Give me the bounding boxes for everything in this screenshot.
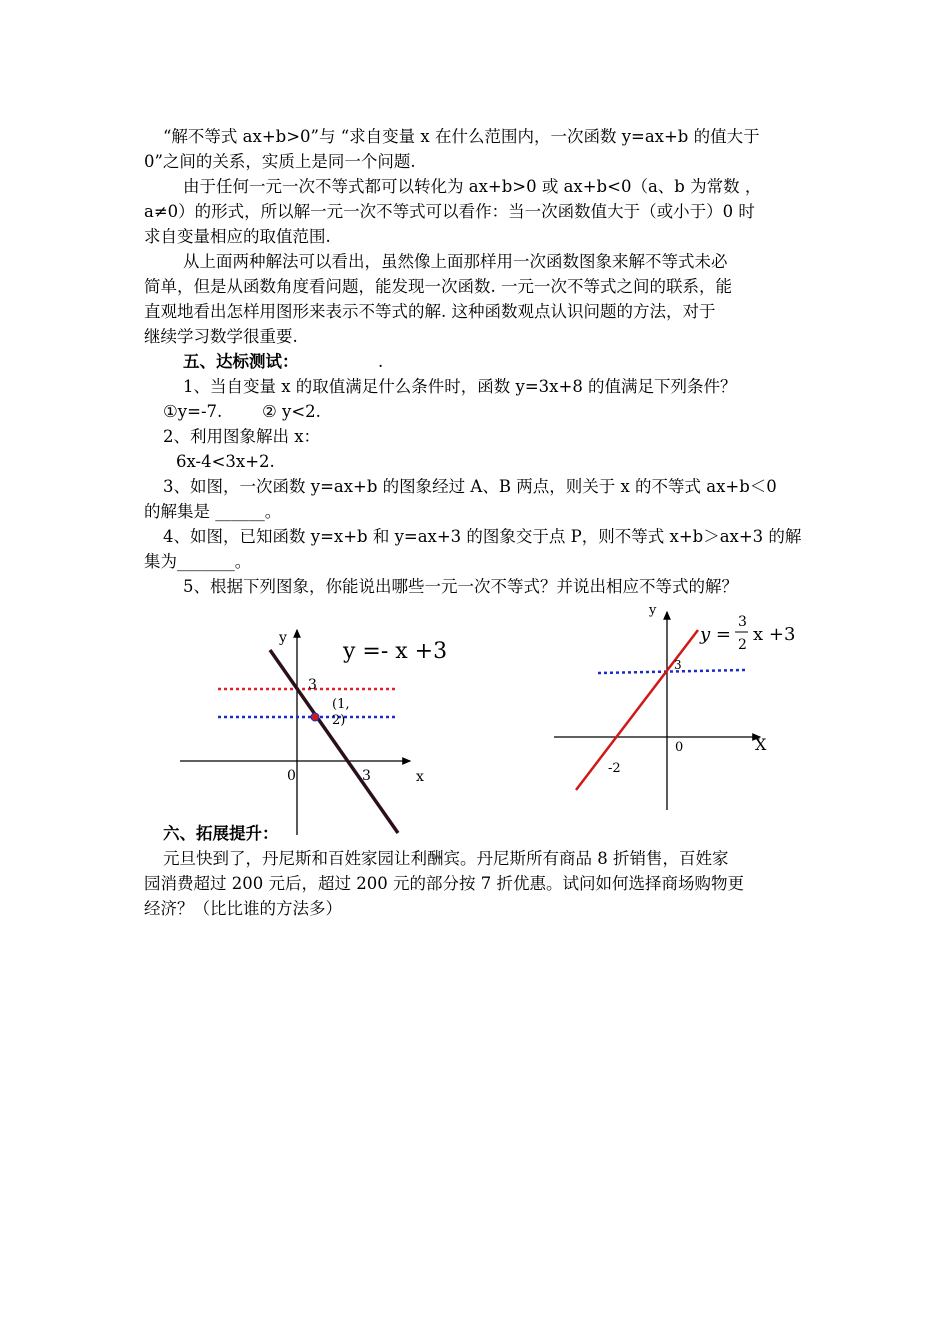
graph-2-y-axis-label: y: [649, 603, 657, 618]
graph-2-figure: [550, 600, 810, 815]
question-1-option-a: ①y=-7.: [163, 402, 223, 421]
graph-1-point-label-line-1: (1,: [332, 697, 350, 712]
paragraph-2-line-3: 求自变量相应的取值范围.: [144, 227, 331, 246]
graph-1-point-label-line-2: 2): [332, 713, 346, 728]
paragraph-3-line-4: 继续学习数学很重要.: [144, 327, 298, 346]
graph-1-figure: [170, 620, 448, 840]
paragraph-6-line-1: 元旦快到了，丹尼斯和百姓家园让利酬宾。丹尼斯所有商品 8 折销售，百姓家: [163, 849, 729, 868]
graph-2-equation-numerator: 3: [738, 614, 747, 630]
graph-1-equation: y =- x +3: [343, 639, 448, 664]
paragraph-2-line-2: a≠0）的形式，所以解一元一次不等式可以看作：当一次函数值大于（或小于）0 时: [144, 202, 755, 221]
question-5: 5、根据下列图象，你能说出哪些一元一次不等式？并说出相应不等式的解？: [183, 577, 738, 596]
question-4-line-2: 集为_______。: [144, 552, 252, 571]
graph-1-y-intercept-label: 3: [308, 677, 317, 693]
paragraph-2-line-1: 由于任何一元一次不等式都可以转化为 ax+b>0 或 ax+b<0（a、b 为常数 ，: [183, 177, 762, 196]
paragraph-3-line-1: 从上面两种解法可以看出，虽然像上面那样用一次函数图象来解不等式未必: [183, 252, 728, 271]
graph-1-function-line: [270, 650, 398, 833]
paragraph-1-line-1: “解不等式 ax+b>0”与 “求自变量 x 在什么范围内，一次函数 y=ax+b 的值大于: [163, 127, 760, 146]
graph-2-function-line: [576, 630, 698, 790]
paragraph-3-line-3: 直观地看出怎样用图形来表示不等式的解. 这种函数观点认识问题的方法，对于: [144, 302, 716, 321]
question-2-inequality: 6x-4<3x+2.: [176, 452, 275, 471]
graph-2-x-intercept-label: -2: [608, 761, 621, 776]
graph-1-y-axis-label: y: [279, 630, 287, 646]
paragraph-3-line-2: 简单，但是从函数角度看问题，能发现一次函数. 一元一次不等式之间的联系，能: [144, 277, 732, 296]
graph-2-y-intercept-label: 3: [674, 658, 682, 672]
question-3-line-2: 的解集是 ______。: [144, 502, 282, 521]
graph-1-origin-label: 0: [287, 768, 296, 784]
graph-1-intersection-point: [311, 713, 319, 721]
graph-2-equation-denominator: 2: [738, 637, 747, 653]
question-1: 1、当自变量 x 的取值满足什么条件时，函数 y=3x+8 的值满足下列条件？: [183, 377, 737, 396]
question-3-line-1: 3、如图，一次函数 y=ax+b 的图象经过 A、B 两点，则关于 x 的不等式 ax+b＜0: [163, 477, 777, 496]
graph-2-x-axis-label: X: [755, 735, 767, 754]
graph-2-origin-label: 0: [675, 740, 684, 755]
question-2: 2、利用图象解出 x：: [163, 427, 321, 446]
section-5-dot: .: [378, 352, 384, 371]
graph-2-blue-dotted-line: [598, 670, 745, 673]
graph-1-x-axis-label: x: [416, 769, 424, 785]
question-1-option-b: ② y<2.: [262, 402, 321, 421]
section-6-title: 六、拓展提升：: [163, 824, 279, 843]
question-4-line-1: 4、如图，已知函数 y=x+b 和 y=ax+3 的图象交于点 P，则不等式 x+b＞ax+3 的解: [163, 527, 802, 546]
section-5-title: 五、达标测试：: [183, 352, 299, 371]
graph-2-equation-rhs: x +3: [753, 624, 796, 645]
graph-2-equation-lhs: y =: [700, 624, 731, 645]
paragraph-6-line-3: 经济？（比比谁的方法多）: [144, 899, 342, 918]
paragraph-1-line-2: 0”之间的关系，实质上是同一个问题.: [144, 152, 416, 171]
paragraph-6-line-2: 园消费超过 200 元后，超过 200 元的部分按 7 折优惠。试问如何选择商场购物更: [144, 874, 744, 893]
graph-1-x-intercept-label: 3: [362, 768, 371, 784]
